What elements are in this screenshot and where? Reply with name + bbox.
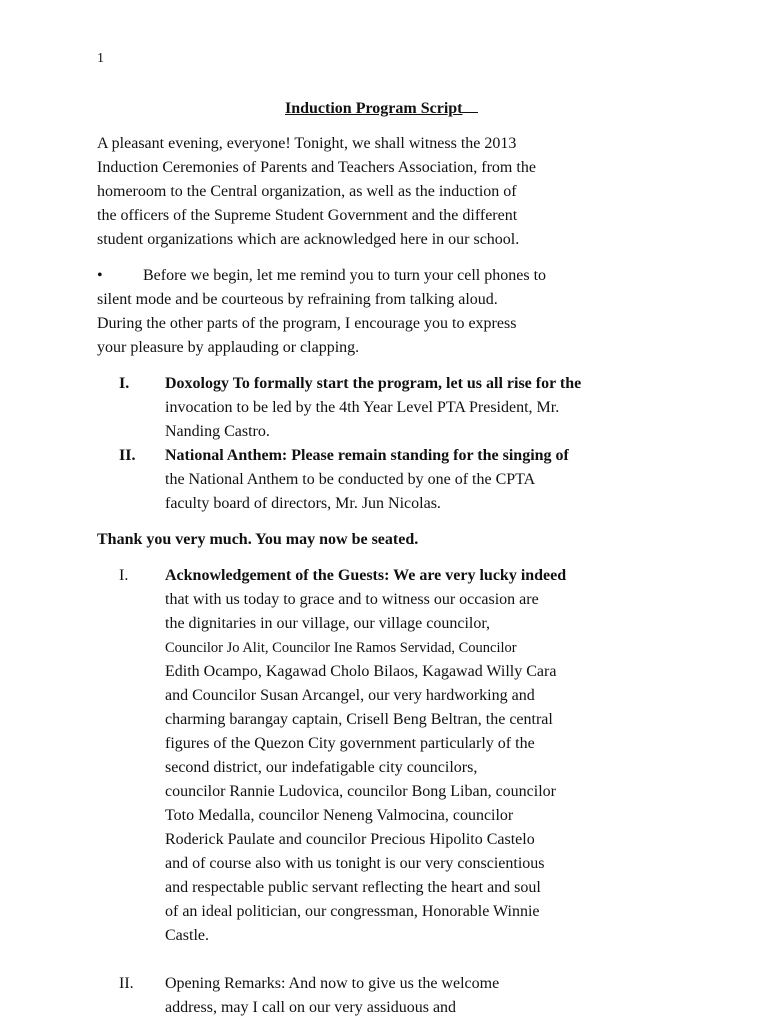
document-title [285,97,478,119]
list-item-line: the dignitaries in our village, our village councilor, [165,615,491,632]
list-item-line: Nanding Castro. [165,423,270,440]
thank-you-line: Thank you very much. You may now be seated. [97,531,419,548]
list-item-line: Opening Remarks: And now to give us the welcome [165,975,500,992]
intro-line: A pleasant evening, everyone! Tonight, we shall witness the 2013 [97,135,517,152]
list-item-line: charming barangay captain, Crisell Beng Beltran, the central [165,711,553,728]
bullet-line: silent mode and be courteous by refraining from talking aloud. [97,291,498,308]
list-item-line: address, may I call on our very assiduous and [165,999,457,1016]
list-item-lead: Acknowledgement of the Guests: We are very lucky indeed [165,567,567,584]
document-title-text: Induction Program Script [285,100,463,117]
bullet-marker: • [97,267,103,284]
intro-line: student organizations which are acknowledged here in our school. [97,231,520,248]
list-item-line: Toto Medalla, councilor Neneng Valmocina, councilor [165,807,514,824]
list-item-line: and Councilor Susan Arcangel, our very hardworking and [165,687,535,704]
list-item-lead: Doxology To formally start the program, let us all rise for the [165,375,582,392]
intro-line: homeroom to the Central organization, as well as the induction of [97,183,517,200]
list-item-line: of an ideal politician, our congressman, Honorable Winnie [165,903,540,920]
list-item-line: figures of the Quezon City government particularly of the [165,735,535,752]
intro-line: Induction Ceremonies of Parents and Teachers Association, from the [97,159,536,176]
list-item-line: Edith Ocampo, Kagawad Cholo Bilaos, Kagawad Willy Cara [165,663,557,680]
list-item-line: and respectable public servant reflecting the heart and soul [165,879,541,896]
list-item-lead: National Anthem: Please remain standing for the singing of [165,447,569,464]
bullet-line: During the other parts of the program, I encourage you to express [97,315,517,332]
list-item-line: councilor Rannie Ludovica, councilor Bong Liban, councilor [165,783,556,800]
list-item-line: Castle. [165,927,209,944]
bullet-line: Before we begin, let me remind you to turn your cell phones to [143,267,547,284]
list-item-line: second district, our indefatigable city councilors, [165,759,478,776]
list-marker: II. [119,975,134,992]
list-item-line: Roderick Paulate and councilor Precious Hipolito Castelo [165,831,535,848]
list-item-line: the National Anthem to be conducted by one of the CPTA [165,471,536,488]
list-marker: I. [119,567,129,584]
list-item-line: invocation to be led by the 4th Year Level PTA President, Mr. [165,399,560,416]
list-item-line: faculty board of directors, Mr. Jun Nicolas. [165,495,441,512]
list-marker: II. [119,447,136,464]
list-item-line: Councilor Jo Alit, Councilor Ine Ramos Servidad, Councilor [165,640,517,656]
list-item-line: that with us today to grace and to witness our occasion are [165,591,539,608]
intro-line: the officers of the Supreme Student Government and the different [97,207,518,224]
list-item-line: and of course also with us tonight is our very conscientious [165,855,545,872]
list-marker: I. [119,375,130,392]
page-number: 1 [97,51,104,66]
bullet-line: your pleasure by applauding or clapping. [97,339,360,356]
